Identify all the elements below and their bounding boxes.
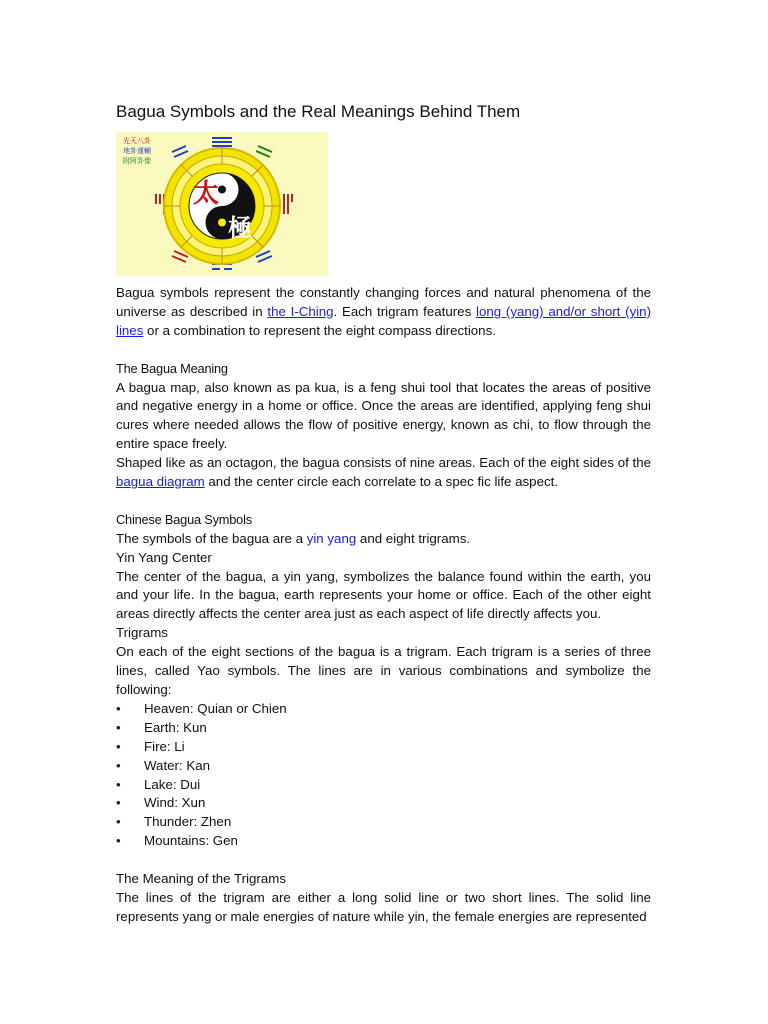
octagon-text-1: Shaped like as an octagon, the bagua consists of nine areas. Each of the eight sides of the bbox=[116, 455, 651, 471]
symbols-text-1: The symbols of the bagua are a bbox=[116, 530, 307, 546]
yin-yang-link[interactable]: yin yang bbox=[306, 530, 357, 546]
bagua-diagram-link[interactable]: bagua diagram bbox=[116, 474, 205, 490]
bagua-meaning-heading: The Bagua Meaning bbox=[116, 360, 228, 376]
caption-line-2: 地卦運輔 bbox=[123, 147, 151, 155]
i-ching-link[interactable]: the I-Ching bbox=[267, 303, 334, 319]
document-page bbox=[116, 101, 651, 927]
chinese-symbols-heading: Chinese Bagua Symbols bbox=[116, 511, 252, 527]
intro-paragraph bbox=[116, 284, 651, 341]
yin-yang-center-heading: Yin Yang Center bbox=[116, 549, 212, 565]
trigram-list bbox=[116, 700, 651, 851]
list-item-text: Earth: Kun bbox=[144, 719, 207, 735]
trigrams-paragraph: On each of the eight sections of the bagua is a trigram. Each trigram is a series of three lines, called Yao symbols. The lines are in various combinations and symbolize the following: bbox=[116, 644, 651, 697]
list-item-text: Water: Kan bbox=[144, 757, 211, 773]
intro-text-2: . Each trigram features bbox=[333, 303, 476, 319]
yin-yang-lines-link[interactable]: long (yang) and/or short (yin) lines bbox=[116, 303, 651, 338]
list-item-text: Lake: Dui bbox=[144, 776, 201, 792]
trigram-meaning-paragraph: The lines of the trigram are either a long solid line or two short lines. The solid line represents yang or male energies of nature while yin, the female energies are represented bbox=[116, 889, 651, 924]
bullet: • bbox=[116, 700, 121, 716]
bullet: • bbox=[116, 814, 121, 830]
list-item bbox=[116, 794, 651, 813]
list-item bbox=[116, 700, 651, 719]
list-item-text: Fire: Li bbox=[144, 738, 185, 754]
center-char-2: 極 bbox=[228, 213, 252, 242]
bullet: • bbox=[116, 795, 121, 811]
center-char-1: 太 bbox=[193, 179, 220, 209]
symbols-text-2: and eight trigrams. bbox=[356, 530, 471, 546]
list-item-text: Wind: Xun bbox=[144, 795, 206, 811]
list-item bbox=[116, 738, 651, 757]
caption-line-1: 先天八卦 bbox=[123, 137, 151, 145]
page-title: Bagua Symbols and the Real Meanings Behind Them bbox=[116, 102, 521, 121]
list-item bbox=[116, 757, 651, 776]
bullet: • bbox=[116, 833, 121, 849]
intro-text-3: or a combination to represent the eight compass directions. bbox=[143, 322, 496, 338]
list-item bbox=[116, 719, 651, 738]
trigrams-heading: Trigrams bbox=[116, 625, 168, 641]
caption-line-3: 附阿卦像 bbox=[123, 157, 151, 165]
bagua-image bbox=[116, 132, 328, 276]
list-item bbox=[116, 832, 651, 851]
list-item bbox=[116, 813, 651, 832]
bullet: • bbox=[116, 776, 121, 792]
yin-yang-center-paragraph: The center of the bagua, a yin yang, symbolizes the balance found within the earth, you and your life. In the bagua, earth represents your home or office. Each of the other eight areas directly affects the center area just as each aspect of life directly affects you. bbox=[116, 568, 651, 622]
list-item bbox=[116, 776, 651, 795]
octagon-paragraph bbox=[116, 454, 651, 492]
bullet: • bbox=[116, 738, 121, 754]
symbols-paragraph bbox=[116, 530, 651, 549]
bagua-meaning-paragraph: A bagua map, also known as pa kua, is a feng shui tool that locates the areas of positive and negative energy in a home or office. Once the areas are identified, applying feng shui cures where needed allows the flow of positive energy, known as chi, to flow through the entire space freely. bbox=[116, 379, 651, 452]
intro-text-1: Bagua symbols represent the constantly changing forces and natural phenomena of the universe as described in bbox=[116, 285, 651, 319]
list-item-text: Heaven: Quian or Chien bbox=[144, 700, 287, 716]
bullet: • bbox=[116, 719, 121, 735]
octagon-text-2: and the center circle each correlate to a spec fic life aspect. bbox=[204, 474, 559, 490]
bullet: • bbox=[116, 757, 121, 773]
list-item-text: Mountains: Gen bbox=[144, 833, 238, 849]
trigram-meaning-heading: The Meaning of the Trigrams bbox=[116, 871, 286, 887]
list-item-text: Thunder: Zhen bbox=[144, 814, 232, 830]
